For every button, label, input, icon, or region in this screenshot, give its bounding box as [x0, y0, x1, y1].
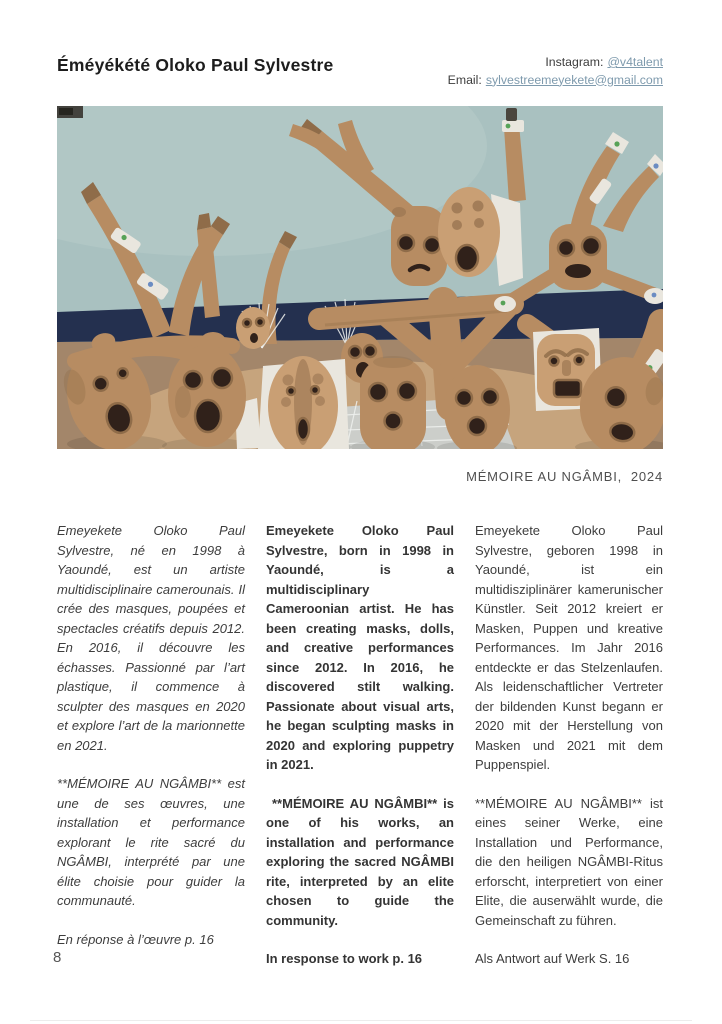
page-title: Éméyékété Oloko Paul Sylvestre — [57, 55, 334, 75]
instagram-line — [448, 54, 663, 72]
german-paragraph-1: Emeyekete Oloko Paul Sylvestre, geboren 1998 in Yaoundé, ist ein multidisziplinärer kamerunischer Künstler. Seit 2012 kreiert er Masken, Puppen und kreative Performances. Im Jahr 2016 entdeckte er das Stelzenlaufen. Als leidenschaftlicher Vertreter der bildenden Kunst begann er 2020 mit der Herstellung von Masken und 2021 mit dem Puppenspiel. — [475, 523, 663, 772]
french-paragraph-1: Emeyekete Oloko Paul Sylvestre, né en 1998 à Yaoundé, est un artiste multidisciplinaire camerounais. Il crée des masques, poupées et spectacles créatifs depuis 2012. En 2016, il découvre les échasses. Passionné par l’art plastique, il commence à sculpter des masques en 2020 et explore l’art de la marionnette en 2021. — [57, 523, 245, 753]
french-reference-line: En réponse à l’œuvre p. 16 — [57, 931, 214, 947]
english-reference-line: In response to work p. 16 — [266, 951, 423, 966]
english-paragraph-2: **MÉMOIRE AU NGÂMBI** is one of his works, an installation and performance exploring the sacred NGÂMBI rite, interpreted by an elite chosen to guide the community. — [266, 795, 454, 928]
instagram-link[interactable]: @v4talent — [607, 55, 663, 69]
english-paragraph-1: Emeyekete Oloko Paul Sylvestre, born in 1998 in Yaoundé, is a multidisciplinary Cameroonian artist. He has been creating masks, dolls, and creative performances since 2012. In 2016, he discovered stilt walking. Passionate about visual arts, he began sculpting masks in 2020 and exploring puppetry in 2021. — [266, 523, 454, 772]
page-bottom-edge — [30, 1020, 692, 1021]
instagram-label: Instagram: — [545, 55, 604, 69]
knobbed-mask-face — [438, 187, 500, 277]
artwork-photo — [57, 106, 663, 449]
column-german — [475, 521, 663, 988]
column-french — [57, 521, 245, 988]
text-columns — [57, 521, 663, 988]
email-label: Email: — [447, 72, 482, 87]
french-paragraph-2: **MÉMOIRE AU NGÂMBI** est une de ses œuvres, une installation et performance explorant le rite sacré du NGÂMBI, interprété par une élite choisie pour guider la communauté. — [57, 776, 245, 908]
contact-block — [448, 54, 663, 89]
email-line — [448, 72, 663, 90]
german-paragraph-2: **MÉMOIRE AU NGÂMBI** ist eines seiner Werke, eine Installation und Performance, die den heiligen NGÂMBI-Ritus erforscht, interpretiert von einer Elite, die auserwählt wurde, die Gemeinschaft zu führen. — [475, 795, 663, 928]
column-english — [266, 521, 454, 988]
artwork-photo-illustration — [57, 106, 663, 449]
email-link[interactable]: sylvestreemeyekete@gmail.com — [485, 72, 663, 87]
german-reference-line: Als Antwort auf Werk S. 16 — [475, 951, 630, 966]
page-number: 8 — [53, 949, 62, 966]
mask-center — [360, 356, 426, 449]
mask-butterfly — [258, 356, 349, 449]
artwork-caption: MÉMOIRE AU NGÂMBI, 2024 — [466, 469, 663, 484]
central-mask-face — [391, 206, 447, 286]
